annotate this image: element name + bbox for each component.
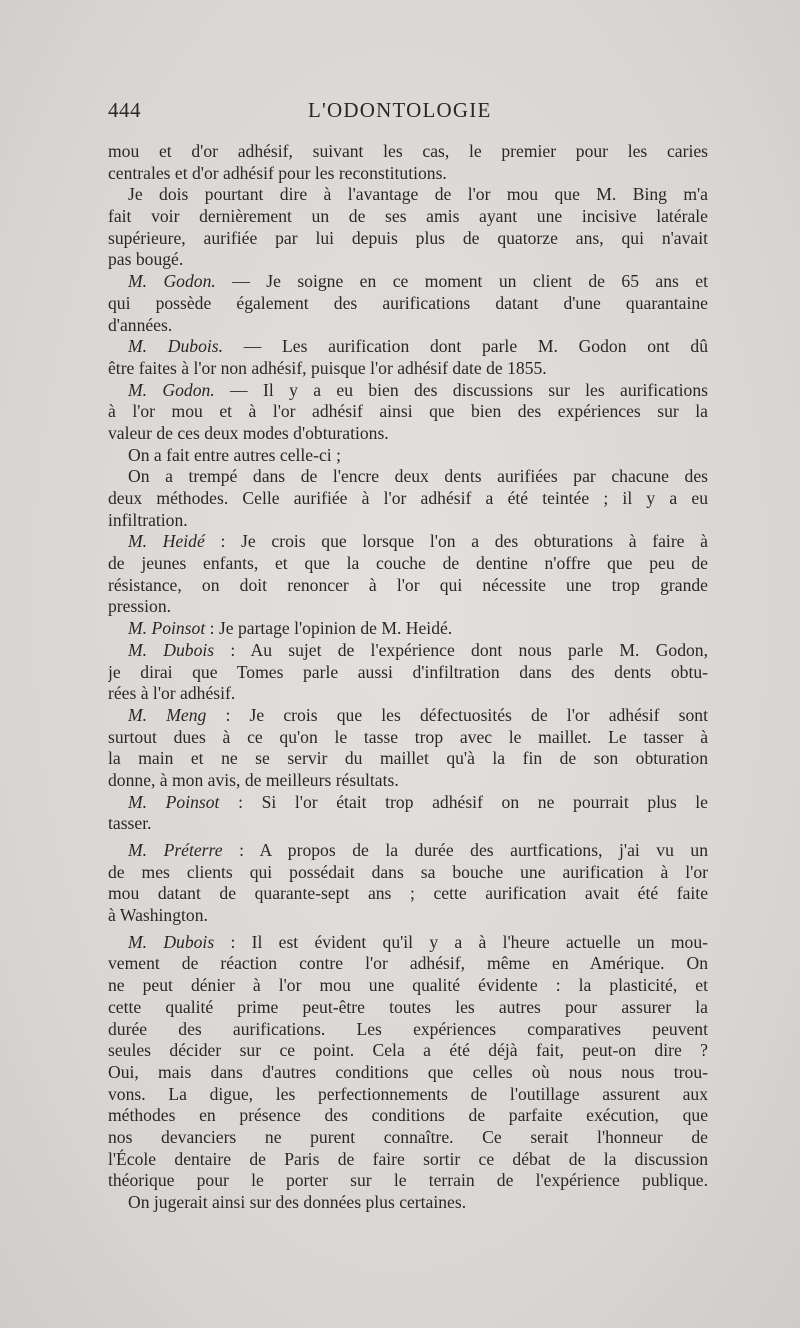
- speaker-name: M. Heidé: [128, 531, 205, 552]
- line-text: On jugerait ainsi sur des données plus certaines.: [128, 1192, 467, 1212]
- text-line: [108, 1084, 708, 1106]
- line-text: — Les aurification dont parle M. Godon ont dû: [223, 336, 708, 357]
- line-text: mou datant de quarante-sept ans ; cette aurification avait été faite: [108, 883, 708, 904]
- text-line: [108, 358, 708, 380]
- page-number: 444: [108, 98, 141, 122]
- line-text: : Je partage l'opinion de M. Heidé.: [205, 618, 453, 639]
- line-text: de jeunes enfants, et que la couche de dentine n'offre que peu de: [108, 553, 708, 574]
- text-line: [108, 531, 708, 553]
- text-line: [108, 249, 708, 271]
- line-text: l'École dentaire de Paris de faire sortir ce débat de la discussion: [108, 1148, 708, 1169]
- line-text: cette qualité prime peut-être toutes les autres pour assurer la: [108, 996, 708, 1017]
- line-text: méthodes en présence des conditions de parfaite exécution, que: [108, 1105, 708, 1126]
- text-line: [108, 141, 708, 163]
- text-line: [108, 953, 708, 975]
- text-line: [108, 466, 708, 488]
- text-line: [108, 488, 708, 510]
- line-text: pas bougé.: [108, 249, 184, 270]
- line-text: la main et ne se servir du maillet qu'à la fin de son obturation: [108, 748, 708, 769]
- line-text: infiltration.: [108, 509, 188, 530]
- text-line: [108, 770, 708, 792]
- text-line: [108, 271, 708, 293]
- text-line: [108, 705, 708, 727]
- running-title: L'ODONTOLOGIE: [308, 98, 492, 122]
- speaker-name: M. Godon.: [128, 271, 216, 292]
- line-text: je dirai que Tomes parle aussi d'infiltration dans des dents obtu-: [108, 661, 708, 682]
- text-line: [108, 1040, 708, 1062]
- line-text: : A propos de la durée des aurtfications, j'ai vu un: [222, 840, 708, 860]
- line-text: vons. La digue, les perfectionnements de l'outillage assurent aux: [108, 1083, 708, 1104]
- line-text: On a fait entre autres celle-ci ;: [128, 444, 341, 465]
- text-line: [108, 510, 708, 532]
- text-line: [108, 792, 708, 814]
- text-line: [108, 228, 708, 250]
- line-text: à l'or mou et à l'or adhésif ainsi que bien des expériences sur la: [108, 401, 708, 422]
- text-line: [108, 336, 708, 358]
- text-line: [108, 206, 708, 228]
- speaker-name: M. Godon.: [128, 379, 215, 400]
- text-line: [108, 975, 708, 997]
- text-line: [108, 553, 708, 575]
- text-line: [108, 1062, 708, 1084]
- line-text: être faites à l'or non adhésif, puisque l'or adhésif date de 1855.: [108, 357, 547, 378]
- line-text: fait voir dernièrement un de ses amis ayant une incisive latérale: [108, 206, 708, 227]
- line-text: : Je crois que les défectuosités de l'or adhésif sont: [206, 704, 708, 725]
- line-text: : Au sujet de l'expérience dont nous parle M. Godon,: [214, 639, 708, 660]
- line-text: — Il y a eu bien des discussions sur les aurifications: [214, 379, 708, 400]
- speaker-name: M. Meng: [128, 704, 207, 725]
- line-text: valeur de ces deux modes d'obturations.: [108, 422, 389, 443]
- text-line: [108, 401, 708, 423]
- text-line: [108, 1019, 708, 1041]
- text-line: [108, 727, 708, 749]
- line-text: durée des aurifications. Les expériences comparatives peuvent: [108, 1018, 708, 1039]
- line-text: pression.: [108, 596, 172, 617]
- text-line: [108, 997, 708, 1019]
- text-line: [108, 1127, 708, 1149]
- text-line: [108, 683, 708, 705]
- text-line: [108, 662, 708, 684]
- line-text: centrales et d'or adhésif pour les reconstitutions.: [108, 162, 447, 183]
- text-line: [108, 932, 708, 954]
- line-text: — Je soigne en ce moment un client de 65 ans et: [215, 271, 708, 292]
- speaker-name: M. Poinsot: [128, 791, 220, 812]
- line-text: Oui, mais dans d'autres conditions que celles où nous nous trou-: [108, 1061, 708, 1082]
- line-text: : Si l'or était trop adhésif on ne pourrait plus le: [219, 791, 708, 812]
- line-text: seules décider sur ce point. Cela a été déjà fait, peut-on dire ?: [108, 1040, 708, 1061]
- text-line: [108, 293, 708, 315]
- speaker-name: M. Dubois: [128, 931, 215, 952]
- line-text: : Il est évident qu'il y a à l'heure actuelle un mou-: [214, 931, 708, 952]
- text-line: [108, 184, 708, 206]
- line-text: d'années.: [108, 314, 173, 335]
- line-text: surtout dues à ce qu'on le tasse trop avec le maillet. Le tasser à: [108, 726, 708, 747]
- line-text: deux méthodes. Celle aurifiée à l'or adhésif a été teintée ; il y a eu: [108, 488, 708, 508]
- text-line: [108, 596, 708, 618]
- text-line: [108, 380, 708, 402]
- line-text: théorique pour le porter sur le terrain de l'expérience publique.: [108, 1170, 708, 1191]
- text-line: [108, 1105, 708, 1127]
- line-text: supérieure, aurifiée par lui depuis plus de quatorze ans, qui n'avait: [108, 227, 708, 248]
- line-text: vement de réaction contre l'or adhésif, même en Amérique. On: [108, 953, 708, 974]
- text-line: [108, 748, 708, 770]
- line-text: résistance, on doit renoncer à l'or qui nécessite une trop grande: [108, 574, 708, 595]
- line-text: donne, à mon avis, de meilleurs résultats.: [108, 769, 399, 790]
- line-text: On a trempé dans de l'encre deux dents aurifiées par chacune des: [128, 466, 708, 487]
- speaker-name: M. Dubois: [128, 639, 215, 660]
- line-text: rées à l'or adhésif.: [108, 683, 236, 704]
- line-text: qui possède également des aurifications datant d'une quarantaine: [108, 292, 708, 313]
- text-line: [108, 618, 708, 640]
- text-line: [108, 640, 708, 662]
- speaker-name: M. Poinsot: [128, 618, 206, 639]
- text-line: [108, 1170, 708, 1192]
- line-text: tasser.: [108, 813, 152, 834]
- body-text: [108, 141, 708, 1214]
- line-text: nos devanciers ne purent connaître. Ce serait l'honneur de: [108, 1126, 708, 1147]
- text-line: [108, 163, 708, 185]
- line-text: ne peut dénier à l'or mou une qualité évidente : la plasticité, et: [108, 975, 708, 996]
- line-text: : Je crois que lorsque l'on a des obturations à faire à: [204, 531, 708, 552]
- text-line: [108, 423, 708, 445]
- text-line: [108, 813, 708, 835]
- text-line: [108, 315, 708, 337]
- text-line: [108, 1192, 708, 1214]
- line-text: Je dois pourtant dire à l'avantage de l'or mou que M. Bing m'a: [128, 184, 708, 205]
- text-line: [108, 883, 708, 905]
- text-line: [108, 1149, 708, 1171]
- text-line: [108, 445, 708, 467]
- text-line: [108, 575, 708, 597]
- speaker-name: M. Dubois.: [128, 336, 224, 357]
- line-text: mou et d'or adhésif, suivant les cas, le premier pour les caries: [108, 141, 708, 161]
- page-header: [108, 98, 708, 128]
- line-text: de mes clients qui possédait dans sa bouche une aurification à l'or: [108, 861, 708, 882]
- text-line: [108, 905, 708, 927]
- line-text: à Washington.: [108, 905, 208, 926]
- text-line: [108, 862, 708, 884]
- text-line: [108, 840, 708, 862]
- speaker-name: M. Préterre: [128, 840, 223, 860]
